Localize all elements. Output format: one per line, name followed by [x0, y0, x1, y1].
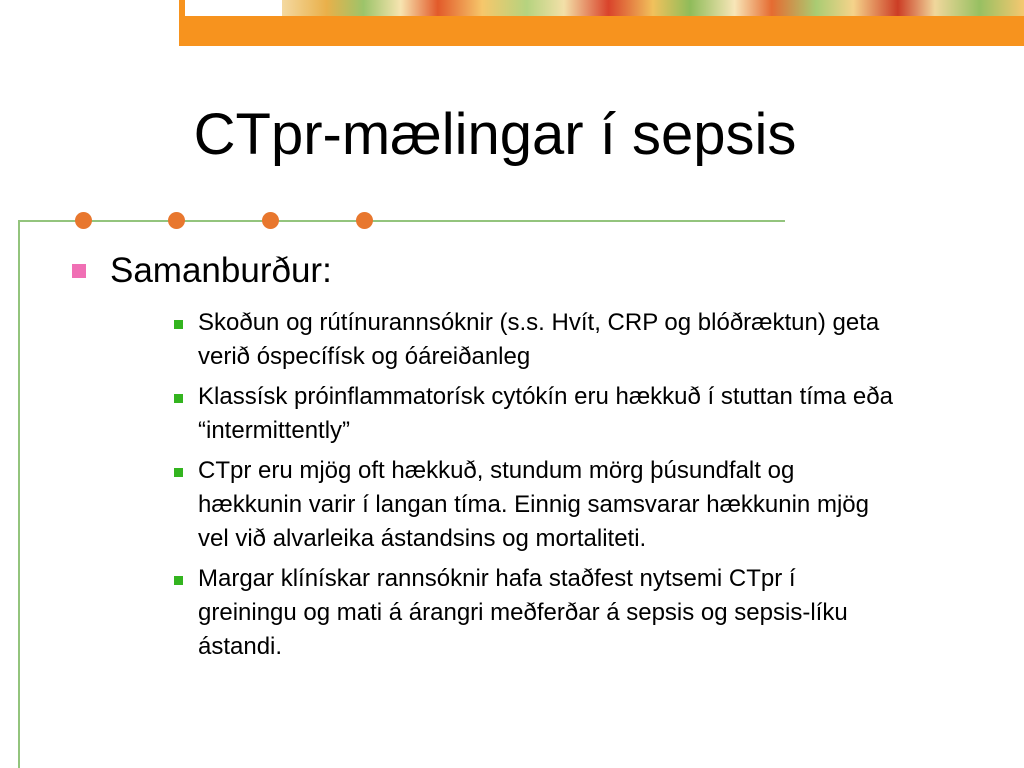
header-orange-bar — [179, 16, 1024, 46]
divider-dot — [168, 212, 185, 229]
slide-content — [72, 250, 932, 670]
heading-bullet — [72, 250, 932, 292]
divider-dot — [75, 212, 92, 229]
pink-square-bullet-icon — [72, 264, 86, 278]
green-square-bullet-icon — [174, 320, 183, 329]
list-item — [174, 562, 894, 664]
list-item-text: Margar klínískar rannsóknir hafa staðfest nytsemi CTpr í greiningu og mati á árangri meðferðar á sepsis og sepsis-líku ástandi. — [198, 565, 848, 660]
sub-bullet-list — [174, 306, 894, 664]
divider-vertical — [18, 220, 20, 768]
list-item — [174, 380, 894, 448]
green-square-bullet-icon — [174, 576, 183, 585]
divider-dot — [356, 212, 373, 229]
list-item-text: CTpr eru mjög oft hækkuð, stundum mörg þúsundfalt og hækkunin varir í langan tíma. Einnig samsvarar hækkunin mjög vel við alvarleika ástandsins og mortaliteti. — [198, 457, 869, 552]
list-item — [174, 306, 894, 374]
green-square-bullet-icon — [174, 468, 183, 477]
divider-horizontal — [18, 220, 785, 222]
heading-text: Samanburður: — [110, 251, 332, 290]
slide-title: CTpr-mælingar í sepsis — [193, 102, 797, 167]
divider-dot — [262, 212, 279, 229]
green-square-bullet-icon — [174, 394, 183, 403]
header-photo-strip — [282, 0, 1024, 16]
list-item-text: Klassísk próinflammatorísk cytókín eru hækkuð í stuttan tíma eða “intermittently” — [198, 383, 893, 444]
list-item-text: Skoðun og rútínurannsóknir (s.s. Hvít, CRP og blóðræktun) geta verið óspecífísk og óáreiðanleg — [198, 309, 880, 370]
list-item — [174, 454, 894, 556]
